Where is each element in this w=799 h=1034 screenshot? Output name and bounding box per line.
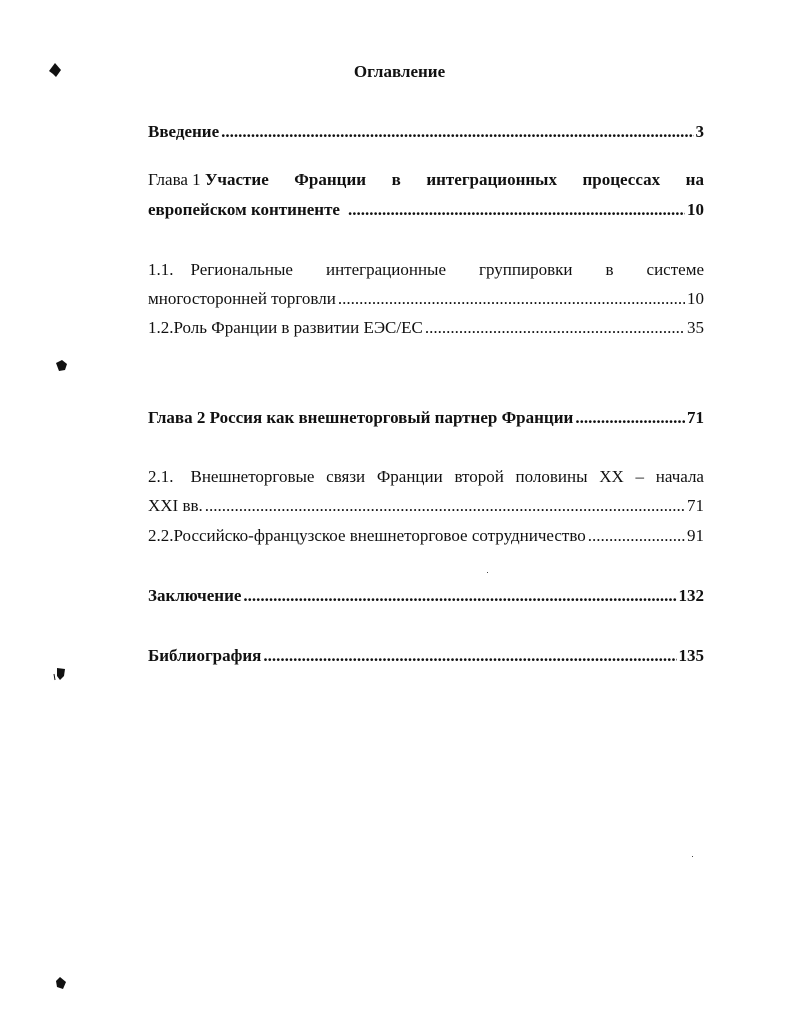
- leader-dots: [575, 408, 685, 428]
- chapter-prefix: Глава 1: [148, 170, 201, 189]
- leader-dots: [338, 289, 685, 309]
- binding-mark-icon: [54, 358, 68, 372]
- toc-entry-label: Российско-французское внешнеторговое сотрудничество: [173, 526, 586, 545]
- section-number: 1.1.: [148, 260, 174, 279]
- leader-dots: [588, 526, 685, 546]
- toc-page-number: 91: [687, 526, 704, 545]
- toc-entry-1-2[interactable]: [148, 318, 704, 338]
- toc-entry-2-2[interactable]: [148, 526, 704, 546]
- toc-entry-label: Глава 2 Россия как внешнеторговый партнер Франции: [148, 408, 574, 427]
- toc-page-number: 3: [695, 122, 704, 141]
- toc-page-number: 10: [687, 289, 704, 308]
- leader-dots: [425, 318, 685, 338]
- toc-entry-2-1-line1[interactable]: 2.1. Внешнеторговые связи Франции второй половины XX – начала: [148, 467, 704, 486]
- toc-entry-label: Библиография: [148, 646, 262, 665]
- binding-mark-icon: [52, 666, 68, 682]
- leader-dots: [263, 646, 676, 666]
- toc-entry-1-1-line2[interactable]: [148, 289, 704, 309]
- toc-page-number: 35: [687, 318, 704, 337]
- section-number: 2.2.: [148, 526, 174, 545]
- toc-entry-chapter2[interactable]: [148, 408, 704, 428]
- toc-entry-label: многосторонней торговли: [148, 289, 336, 308]
- toc-entry-chapter1-line2[interactable]: [148, 200, 704, 220]
- toc-title: Оглавление: [353, 62, 446, 81]
- toc-entry-label: Введение: [148, 122, 220, 141]
- leader-dots: [243, 586, 676, 606]
- toc-page-number: 135: [678, 646, 704, 665]
- toc-entry-label: европейском континенте: [148, 200, 340, 219]
- leader-dots: [221, 122, 693, 142]
- section-number: 2.1.: [148, 467, 174, 486]
- leader-dots: [348, 200, 685, 220]
- toc-entry-intro[interactable]: [148, 122, 704, 142]
- toc-page-number: 71: [687, 496, 704, 515]
- scan-speck: [487, 572, 488, 573]
- toc-entry-label: XXI вв.: [148, 496, 203, 515]
- toc-entry-2-1-line2[interactable]: [148, 496, 704, 516]
- scan-speck: [692, 856, 693, 857]
- toc-entry-bibliography[interactable]: [148, 646, 704, 666]
- toc-entry-conclusion[interactable]: [148, 586, 704, 606]
- toc-page-number: 132: [678, 586, 704, 605]
- binding-mark-icon: [54, 976, 68, 990]
- toc-page-number: 71: [687, 408, 704, 427]
- section-number: 1.2.: [148, 318, 174, 337]
- toc-entry-chapter1-line1[interactable]: Глава 1 Участие Франции в интеграционных процессах на: [148, 170, 704, 189]
- toc-entry-label: Заключение: [148, 586, 242, 605]
- toc-page-number: 10: [687, 200, 704, 219]
- toc-entry-1-1-line1[interactable]: 1.1. Региональные интеграционные группировки в системе: [148, 260, 704, 279]
- leader-dots: [205, 496, 685, 516]
- toc-entry-label: Роль Франции в развитии ЕЭС/ЕС: [173, 318, 423, 337]
